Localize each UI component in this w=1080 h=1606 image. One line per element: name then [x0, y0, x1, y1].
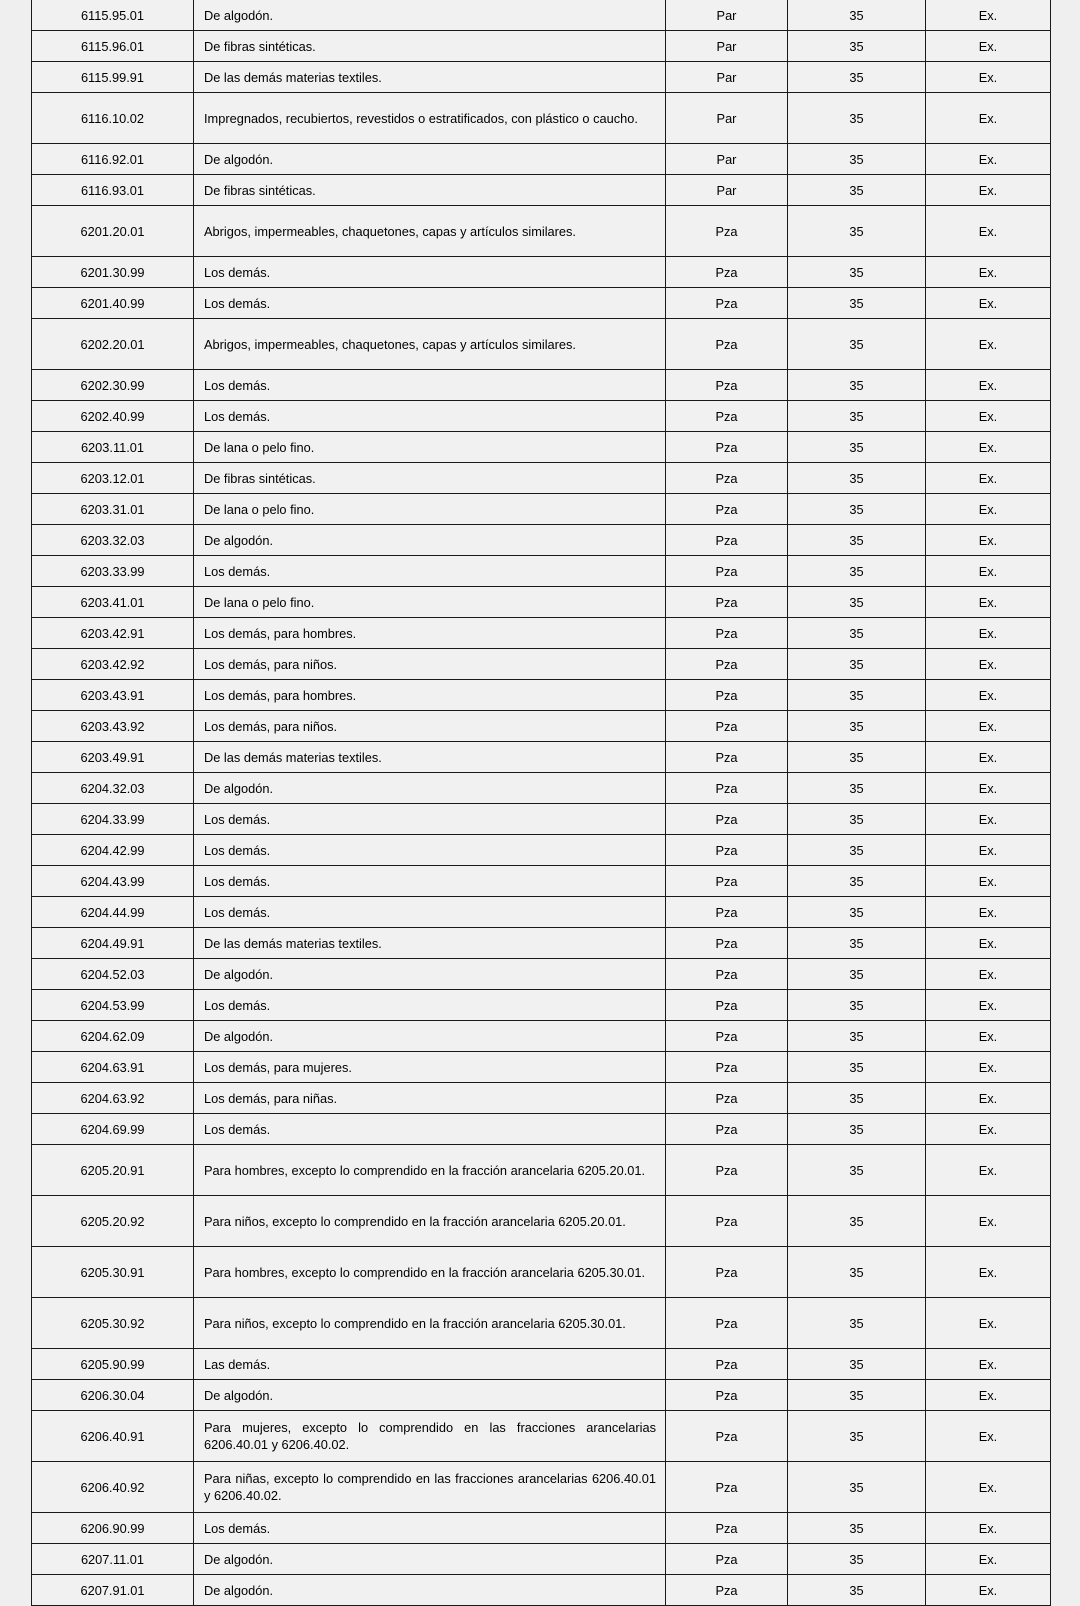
export-duty-cell: Ex.	[926, 773, 1051, 804]
import-duty-cell: 35	[788, 1247, 926, 1298]
unit-cell: Pza	[666, 1349, 788, 1380]
table-row	[32, 587, 1051, 618]
tariff-code-cell: 6203.41.01	[32, 587, 194, 618]
unit-cell: Pza	[666, 990, 788, 1021]
description-cell: De algodón.	[194, 1021, 666, 1052]
export-duty-cell: Ex.	[926, 93, 1051, 144]
table-row	[32, 0, 1051, 31]
tariff-code-cell: 6206.90.99	[32, 1513, 194, 1544]
unit-cell: Pza	[666, 1513, 788, 1544]
export-duty-cell: Ex.	[926, 1513, 1051, 1544]
description-cell: Los demás.	[194, 897, 666, 928]
tariff-code-cell: 6203.32.03	[32, 525, 194, 556]
table-row	[32, 959, 1051, 990]
table-row	[32, 1247, 1051, 1298]
table-row	[32, 1575, 1051, 1606]
unit-cell: Pza	[666, 370, 788, 401]
unit-cell: Pza	[666, 959, 788, 990]
tariff-code-cell: 6203.42.91	[32, 618, 194, 649]
unit-cell: Pza	[666, 1021, 788, 1052]
import-duty-cell: 35	[788, 206, 926, 257]
table-row	[32, 556, 1051, 587]
description-cell: Impregnados, recubiertos, revestidos o estratificados, con plástico o caucho.	[194, 93, 666, 144]
unit-cell: Pza	[666, 587, 788, 618]
import-duty-cell: 35	[788, 370, 926, 401]
description-cell: Las demás.	[194, 1349, 666, 1380]
tariff-code-cell: 6202.40.99	[32, 401, 194, 432]
import-duty-cell: 35	[788, 1380, 926, 1411]
description-cell: Los demás, para niños.	[194, 649, 666, 680]
description-cell: De las demás materias textiles.	[194, 928, 666, 959]
unit-cell: Pza	[666, 1247, 788, 1298]
unit-cell: Pza	[666, 556, 788, 587]
import-duty-cell: 35	[788, 959, 926, 990]
table-row	[32, 1196, 1051, 1247]
tariff-code-cell: 6205.20.92	[32, 1196, 194, 1247]
tariff-code-cell: 6116.10.02	[32, 93, 194, 144]
table-row	[32, 31, 1051, 62]
import-duty-cell: 35	[788, 144, 926, 175]
unit-cell: Pza	[666, 257, 788, 288]
import-duty-cell: 35	[788, 1575, 926, 1606]
import-duty-cell: 35	[788, 432, 926, 463]
table-row	[32, 1021, 1051, 1052]
description-cell: Para niñas, excepto lo comprendido en las fracciones arancelarias 6206.40.01 y 6206.40.02.	[194, 1462, 666, 1513]
import-duty-cell: 35	[788, 1298, 926, 1349]
tariff-code-cell: 6205.30.92	[32, 1298, 194, 1349]
import-duty-cell: 35	[788, 618, 926, 649]
import-duty-cell: 35	[788, 319, 926, 370]
export-duty-cell: Ex.	[926, 494, 1051, 525]
tariff-code-cell: 6203.31.01	[32, 494, 194, 525]
unit-cell: Par	[666, 0, 788, 31]
description-cell: De las demás materias textiles.	[194, 742, 666, 773]
table-row	[32, 1544, 1051, 1575]
unit-cell: Pza	[666, 618, 788, 649]
export-duty-cell: Ex.	[926, 556, 1051, 587]
tariff-code-cell: 6203.33.99	[32, 556, 194, 587]
import-duty-cell: 35	[788, 525, 926, 556]
tariff-code-cell: 6115.99.91	[32, 62, 194, 93]
tariff-code-cell: 6201.30.99	[32, 257, 194, 288]
unit-cell: Pza	[666, 463, 788, 494]
import-duty-cell: 35	[788, 1411, 926, 1462]
unit-cell: Par	[666, 93, 788, 144]
unit-cell: Pza	[666, 432, 788, 463]
export-duty-cell: Ex.	[926, 1021, 1051, 1052]
unit-cell: Pza	[666, 525, 788, 556]
tariff-code-cell: 6205.90.99	[32, 1349, 194, 1380]
table-row	[32, 742, 1051, 773]
unit-cell: Pza	[666, 288, 788, 319]
tariff-code-cell: 6204.53.99	[32, 990, 194, 1021]
unit-cell: Pza	[666, 649, 788, 680]
table-row	[32, 525, 1051, 556]
tariff-code-cell: 6203.42.92	[32, 649, 194, 680]
tariff-code-cell: 6207.11.01	[32, 1544, 194, 1575]
unit-cell: Pza	[666, 1462, 788, 1513]
table-row	[32, 175, 1051, 206]
description-cell: Los demás.	[194, 556, 666, 587]
tariff-code-cell: 6115.96.01	[32, 31, 194, 62]
description-cell: Los demás, para hombres.	[194, 680, 666, 711]
unit-cell: Pza	[666, 1575, 788, 1606]
import-duty-cell: 35	[788, 680, 926, 711]
description-cell: Los demás.	[194, 370, 666, 401]
tariff-code-cell: 6204.44.99	[32, 897, 194, 928]
table-row	[32, 93, 1051, 144]
description-cell: De fibras sintéticas.	[194, 175, 666, 206]
description-cell: Los demás, para mujeres.	[194, 1052, 666, 1083]
export-duty-cell: Ex.	[926, 401, 1051, 432]
export-duty-cell: Ex.	[926, 1247, 1051, 1298]
unit-cell: Pza	[666, 680, 788, 711]
unit-cell: Pza	[666, 928, 788, 959]
unit-cell: Pza	[666, 1411, 788, 1462]
table-row	[32, 1411, 1051, 1462]
export-duty-cell: Ex.	[926, 257, 1051, 288]
tariff-code-cell: 6204.33.99	[32, 804, 194, 835]
export-duty-cell: Ex.	[926, 432, 1051, 463]
table-row	[32, 1114, 1051, 1145]
description-cell: Para hombres, excepto lo comprendido en la fracción arancelaria 6205.30.01.	[194, 1247, 666, 1298]
description-cell: De algodón.	[194, 144, 666, 175]
unit-cell: Pza	[666, 494, 788, 525]
export-duty-cell: Ex.	[926, 370, 1051, 401]
import-duty-cell: 35	[788, 1145, 926, 1196]
unit-cell: Pza	[666, 1052, 788, 1083]
table-row	[32, 401, 1051, 432]
description-cell: Los demás.	[194, 288, 666, 319]
tariff-table-body	[32, 0, 1051, 1606]
export-duty-cell: Ex.	[926, 587, 1051, 618]
import-duty-cell: 35	[788, 773, 926, 804]
export-duty-cell: Ex.	[926, 959, 1051, 990]
table-row	[32, 1052, 1051, 1083]
description-cell: Para niños, excepto lo comprendido en la fracción arancelaria 6205.20.01.	[194, 1196, 666, 1247]
unit-cell: Pza	[666, 1083, 788, 1114]
tariff-code-cell: 6204.32.03	[32, 773, 194, 804]
table-row	[32, 257, 1051, 288]
description-cell: Los demás, para hombres.	[194, 618, 666, 649]
table-row	[32, 1298, 1051, 1349]
tariff-code-cell: 6207.91.01	[32, 1575, 194, 1606]
table-row	[32, 804, 1051, 835]
description-cell: Los demás.	[194, 990, 666, 1021]
tariff-code-cell: 6204.62.09	[32, 1021, 194, 1052]
import-duty-cell: 35	[788, 62, 926, 93]
table-row	[32, 835, 1051, 866]
description-cell: Para niños, excepto lo comprendido en la fracción arancelaria 6205.30.01.	[194, 1298, 666, 1349]
table-row	[32, 649, 1051, 680]
export-duty-cell: Ex.	[926, 31, 1051, 62]
unit-cell: Pza	[666, 742, 788, 773]
import-duty-cell: 35	[788, 0, 926, 31]
unit-cell: Par	[666, 144, 788, 175]
unit-cell: Pza	[666, 897, 788, 928]
description-cell: De lana o pelo fino.	[194, 587, 666, 618]
unit-cell: Pza	[666, 804, 788, 835]
description-cell: De las demás materias textiles.	[194, 62, 666, 93]
import-duty-cell: 35	[788, 587, 926, 618]
table-row	[32, 773, 1051, 804]
tariff-code-cell: 6202.30.99	[32, 370, 194, 401]
description-cell: De algodón.	[194, 0, 666, 31]
description-cell: Los demás.	[194, 1513, 666, 1544]
description-cell: Para hombres, excepto lo comprendido en la fracción arancelaria 6205.20.01.	[194, 1145, 666, 1196]
tariff-code-cell: 6206.30.04	[32, 1380, 194, 1411]
import-duty-cell: 35	[788, 897, 926, 928]
description-cell: Abrigos, impermeables, chaquetones, capas y artículos similares.	[194, 206, 666, 257]
export-duty-cell: Ex.	[926, 835, 1051, 866]
table-row	[32, 680, 1051, 711]
export-duty-cell: Ex.	[926, 804, 1051, 835]
import-duty-cell: 35	[788, 494, 926, 525]
tariff-code-cell: 6206.40.92	[32, 1462, 194, 1513]
description-cell: De algodón.	[194, 1575, 666, 1606]
unit-cell: Pza	[666, 1114, 788, 1145]
import-duty-cell: 35	[788, 1462, 926, 1513]
export-duty-cell: Ex.	[926, 175, 1051, 206]
import-duty-cell: 35	[788, 175, 926, 206]
import-duty-cell: 35	[788, 1052, 926, 1083]
export-duty-cell: Ex.	[926, 1114, 1051, 1145]
export-duty-cell: Ex.	[926, 711, 1051, 742]
import-duty-cell: 35	[788, 1544, 926, 1575]
unit-cell: Pza	[666, 206, 788, 257]
description-cell: De lana o pelo fino.	[194, 432, 666, 463]
unit-cell: Pza	[666, 319, 788, 370]
description-cell: Los demás.	[194, 257, 666, 288]
import-duty-cell: 35	[788, 31, 926, 62]
tariff-code-cell: 6204.42.99	[32, 835, 194, 866]
unit-cell: Pza	[666, 711, 788, 742]
description-cell: De lana o pelo fino.	[194, 494, 666, 525]
export-duty-cell: Ex.	[926, 319, 1051, 370]
table-row	[32, 1083, 1051, 1114]
export-duty-cell: Ex.	[926, 1544, 1051, 1575]
description-cell: De algodón.	[194, 959, 666, 990]
description-cell: De algodón.	[194, 1544, 666, 1575]
tariff-code-cell: 6203.11.01	[32, 432, 194, 463]
unit-cell: Pza	[666, 866, 788, 897]
tariff-code-cell: 6206.40.91	[32, 1411, 194, 1462]
tariff-code-cell: 6116.93.01	[32, 175, 194, 206]
import-duty-cell: 35	[788, 928, 926, 959]
import-duty-cell: 35	[788, 401, 926, 432]
table-row	[32, 1380, 1051, 1411]
export-duty-cell: Ex.	[926, 144, 1051, 175]
export-duty-cell: Ex.	[926, 1196, 1051, 1247]
tariff-code-cell: 6203.43.91	[32, 680, 194, 711]
description-cell: Abrigos, impermeables, chaquetones, capas y artículos similares.	[194, 319, 666, 370]
description-cell: De algodón.	[194, 525, 666, 556]
tariff-code-cell: 6203.43.92	[32, 711, 194, 742]
import-duty-cell: 35	[788, 649, 926, 680]
export-duty-cell: Ex.	[926, 288, 1051, 319]
import-duty-cell: 35	[788, 288, 926, 319]
import-duty-cell: 35	[788, 93, 926, 144]
table-row	[32, 62, 1051, 93]
import-duty-cell: 35	[788, 866, 926, 897]
tariff-code-cell: 6204.43.99	[32, 866, 194, 897]
import-duty-cell: 35	[788, 1021, 926, 1052]
table-row	[32, 897, 1051, 928]
import-duty-cell: 35	[788, 804, 926, 835]
unit-cell: Pza	[666, 401, 788, 432]
unit-cell: Pza	[666, 1544, 788, 1575]
description-cell: Los demás.	[194, 835, 666, 866]
description-cell: Los demás.	[194, 1114, 666, 1145]
unit-cell: Par	[666, 175, 788, 206]
table-row	[32, 866, 1051, 897]
unit-cell: Pza	[666, 773, 788, 804]
table-row	[32, 144, 1051, 175]
table-row	[32, 1462, 1051, 1513]
table-row	[32, 1349, 1051, 1380]
description-cell: De fibras sintéticas.	[194, 31, 666, 62]
table-row	[32, 990, 1051, 1021]
export-duty-cell: Ex.	[926, 0, 1051, 31]
export-duty-cell: Ex.	[926, 1083, 1051, 1114]
export-duty-cell: Ex.	[926, 618, 1051, 649]
export-duty-cell: Ex.	[926, 1349, 1051, 1380]
export-duty-cell: Ex.	[926, 463, 1051, 494]
export-duty-cell: Ex.	[926, 990, 1051, 1021]
tariff-code-cell: 6205.20.91	[32, 1145, 194, 1196]
export-duty-cell: Ex.	[926, 866, 1051, 897]
table-row	[32, 494, 1051, 525]
unit-cell: Pza	[666, 835, 788, 866]
tariff-code-cell: 6203.12.01	[32, 463, 194, 494]
tariff-code-cell: 6203.49.91	[32, 742, 194, 773]
tariff-code-cell: 6204.49.91	[32, 928, 194, 959]
import-duty-cell: 35	[788, 556, 926, 587]
tariff-code-cell: 6201.40.99	[32, 288, 194, 319]
tariff-code-cell: 6116.92.01	[32, 144, 194, 175]
tariff-code-cell: 6204.63.92	[32, 1083, 194, 1114]
tariff-code-cell: 6205.30.91	[32, 1247, 194, 1298]
import-duty-cell: 35	[788, 463, 926, 494]
export-duty-cell: Ex.	[926, 680, 1051, 711]
tariff-schedule-table	[31, 0, 1051, 1606]
unit-cell: Par	[666, 31, 788, 62]
tariff-code-cell: 6204.52.03	[32, 959, 194, 990]
export-duty-cell: Ex.	[926, 1145, 1051, 1196]
table-row	[32, 319, 1051, 370]
export-duty-cell: Ex.	[926, 1052, 1051, 1083]
export-duty-cell: Ex.	[926, 1462, 1051, 1513]
import-duty-cell: 35	[788, 1349, 926, 1380]
tariff-code-cell: 6201.20.01	[32, 206, 194, 257]
table-row	[32, 288, 1051, 319]
export-duty-cell: Ex.	[926, 1411, 1051, 1462]
description-cell: Los demás, para niños.	[194, 711, 666, 742]
import-duty-cell: 35	[788, 742, 926, 773]
table-row	[32, 432, 1051, 463]
description-cell: Los demás.	[194, 804, 666, 835]
export-duty-cell: Ex.	[926, 1380, 1051, 1411]
description-cell: De algodón.	[194, 1380, 666, 1411]
import-duty-cell: 35	[788, 1196, 926, 1247]
table-row	[32, 618, 1051, 649]
table-row	[32, 711, 1051, 742]
tariff-code-cell: 6204.69.99	[32, 1114, 194, 1145]
description-cell: Los demás.	[194, 866, 666, 897]
import-duty-cell: 35	[788, 835, 926, 866]
tariff-code-cell: 6115.95.01	[32, 0, 194, 31]
export-duty-cell: Ex.	[926, 1298, 1051, 1349]
import-duty-cell: 35	[788, 1083, 926, 1114]
import-duty-cell: 35	[788, 711, 926, 742]
table-row	[32, 1513, 1051, 1544]
export-duty-cell: Ex.	[926, 62, 1051, 93]
description-cell: Los demás, para niñas.	[194, 1083, 666, 1114]
import-duty-cell: 35	[788, 1513, 926, 1544]
table-row	[32, 928, 1051, 959]
export-duty-cell: Ex.	[926, 649, 1051, 680]
export-duty-cell: Ex.	[926, 897, 1051, 928]
description-cell: Para mujeres, excepto lo comprendido en las fracciones arancelarias 6206.40.01 y 6206.40.02.	[194, 1411, 666, 1462]
import-duty-cell: 35	[788, 990, 926, 1021]
table-row	[32, 463, 1051, 494]
import-duty-cell: 35	[788, 257, 926, 288]
description-cell: De algodón.	[194, 773, 666, 804]
description-cell: Los demás.	[194, 401, 666, 432]
table-row	[32, 1145, 1051, 1196]
unit-cell: Pza	[666, 1380, 788, 1411]
description-cell: De fibras sintéticas.	[194, 463, 666, 494]
export-duty-cell: Ex.	[926, 1575, 1051, 1606]
export-duty-cell: Ex.	[926, 525, 1051, 556]
export-duty-cell: Ex.	[926, 206, 1051, 257]
tariff-code-cell: 6202.20.01	[32, 319, 194, 370]
export-duty-cell: Ex.	[926, 928, 1051, 959]
tariff-code-cell: 6204.63.91	[32, 1052, 194, 1083]
unit-cell: Pza	[666, 1298, 788, 1349]
table-row	[32, 206, 1051, 257]
export-duty-cell: Ex.	[926, 742, 1051, 773]
unit-cell: Pza	[666, 1145, 788, 1196]
unit-cell: Pza	[666, 1196, 788, 1247]
table-row	[32, 370, 1051, 401]
unit-cell: Par	[666, 62, 788, 93]
import-duty-cell: 35	[788, 1114, 926, 1145]
